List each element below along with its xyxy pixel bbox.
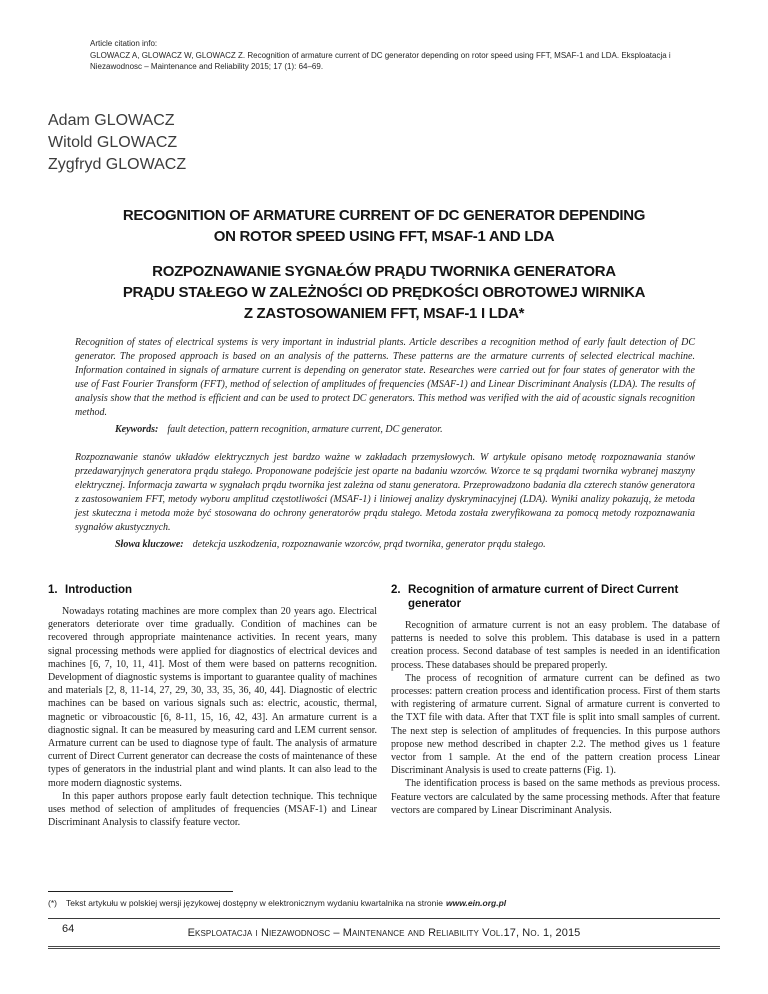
section2-paragraph-3: The identification process is based on the same methods as previous process. Feature vectors are calculated by the same processing methods. After that feature vectors are compared by Linear Discriminant Analysis. <box>391 778 720 816</box>
intro-paragraph-2: In this paper authors propose early fault detection technique. This technique uses method of selection of amplitudes of frequencies (MSAF-1) and Linear Discriminant Analysis to classify feature vector. <box>48 790 377 829</box>
slowa-kluczowe-line <box>75 538 695 552</box>
citation-info <box>90 38 704 73</box>
keywords-text: fault detection, pattern recognition, armature current, DC generator. <box>167 424 443 435</box>
abstract-english-text: Recognition of states of electrical systems is very important in industrial plants. Article describes a recognition method of early fault detection of DC generator. The proposed approach is based on an analysis of the patterns. These patterns are the armature currents of selected electrical machine. Information contained in signals of armature current is depending on generator state. Researches were carried out for four states of generator with the use of Fast Fourier Transform (FFT), method of selection of amplitudes of frequencies (MSAF-1) and Linear Discriminant Analysis (LDA). The results of analysis show that the method is efficient and can be used to protect DC generators. This method was verified with the aid of acoustic signals recognition method. <box>75 337 695 418</box>
author-list <box>48 110 186 176</box>
section-heading-introduction <box>48 583 377 597</box>
title-line: ROZPOZNAWANIE SYGNAŁÓW PRĄDU TWORNIKA GENERATORA <box>152 263 616 280</box>
slowa-kluczowe-label: Słowa kluczowe: <box>115 539 184 550</box>
column-right <box>391 583 720 829</box>
journal-title: Eksploatacja i Niezawodnosc – Maintenance and Reliability Vol.17, No. 1, 2015 <box>187 927 581 939</box>
footnote-marker: (*) <box>48 898 57 908</box>
section-number: 2. <box>391 584 401 596</box>
title-english <box>0 205 768 247</box>
author-name: Zygfryd GLOWACZ <box>48 156 187 173</box>
body-columns <box>48 583 720 829</box>
keywords-line <box>75 423 695 437</box>
author-name: Witold GLOWACZ <box>48 134 178 151</box>
page-footer <box>48 918 720 949</box>
section-number: 1. <box>48 584 58 596</box>
footnote-separator <box>48 891 233 892</box>
title-line: PRĄDU STAŁEGO W ZALEŻNOŚCI OD PRĘDKOŚCI OBROTOWEJ WIRNIKA <box>122 284 646 301</box>
footer-inner <box>48 923 720 941</box>
title-polish <box>0 261 768 324</box>
title-line: Z ZASTOSOWANIEM FFT, MSAF-1 I LDA* <box>243 305 525 322</box>
intro-paragraph-1: Nowadays rotating machines are more complex than 20 years ago. Electrical generators deteriorate over time gradually. Condition of machines can be recovered through appropriate maintenance activities. In recent years, many signal processing methods were applied for diagnostics of electrical devices and machines [6, 7, 10, 11, 41]. Most of them were based on patterns recognition. Development of diagnostic systems is important to guarantee quality of machines and materials [2, 8, 11-14, 27, 29, 30, 33, 35, 36, 40, 44]. Diagnostic of electric machines can be based on various signals such as: electric, acoustic, thermal, magnetic or vibroacoustic [6, 8-11, 15, 16, 42, 43]. An armature current is a diagnostic signal. It can be measured by measuring card and LEM current sensor. Armature current can be used to diagnose type of fault. The analysis of armature current of Direct Current generator can decrease the costs of maintenance of these types of generators in the industrial plant and wind plants. It can also lead to the more modern diagnostic systems. <box>48 606 377 789</box>
keywords-label: Keywords: <box>115 424 159 435</box>
slowa-kluczowe-text: detekcja uszkodzenia, rozpoznawanie wzorców, prąd twornika, generator prądu stałego. <box>192 539 546 550</box>
footnote-url: www.ein.org.pl <box>446 898 507 908</box>
section-heading-recognition <box>391 583 720 611</box>
title-line: ON ROTOR SPEED USING FFT, MSAF-1 AND LDA <box>213 228 555 245</box>
citation-text: GLOWACZ A, GLOWACZ W, GLOWACZ Z. Recognition of armature current of DC generator depending on rotor speed using FFT, MSAF-1 and LDA. Eksploatacja i Niezawodnosc – Maintenance and Reliability 2015; 17 (1): 64–69. <box>90 50 671 71</box>
section-title: Introduction <box>65 584 133 596</box>
abstract-english <box>75 336 695 437</box>
author-name: Adam GLOWACZ <box>48 112 175 129</box>
footnote-text: Tekst artykułu w polskiej wersji językowej dostępny w elektronicznym wydaniu kwartalnika na stronie <box>66 898 443 908</box>
column-left <box>48 583 377 829</box>
section-title: Recognition of armature current of Direct Current generator <box>408 584 679 610</box>
citation-label: Article citation info: <box>90 39 158 48</box>
footnote <box>48 897 720 909</box>
title-line: RECOGNITION OF ARMATURE CURRENT OF DC GENERATOR DEPENDING <box>122 207 646 224</box>
section2-paragraph-1: Recognition of armature current is not an easy problem. The database of patterns is needed to solve this problem. This database is used in a pattern creation process. Second database of test samples is needed in an identification process. These databases should be prepared properly. <box>391 620 720 671</box>
section2-paragraph-2: The process of recognition of armature current can be defined as two processes: pattern creation process and identification process. First of them starts with registering of armature current. Signal of armature current is converted to the TXT file with data. After that TXT file is split into small samples of current. The next step is selection of amplitudes of frequencies. In this purpose authors propose new method described in chapter 2.2. The method gives us 1 feature vector from 1 sample. At the end of the pattern creation process Linear Discriminant Analysis is used to create patterns (Fig. 1). <box>391 672 720 777</box>
abstract-polish <box>75 451 695 552</box>
footnote-body <box>66 897 506 909</box>
page-number: 64 <box>62 923 75 935</box>
abstract-polish-text: Rozpoznawanie stanów układów elektrycznych jest bardzo ważne w zakładach przemysłowych. W artykule opisano metodę rozpoznawania stanów przedawaryjnych generatora prądu stałego. Proponowane podejście jest oparte na badaniu wzorców. Wzorce te są prądami twornika wybranej maszyny elektrycznej. Informacja zawarta w sygnałach prądu twornika jest zależna od stanu generatora. Przeprowadzono badania dla czterech stanów generatora z zastosowaniem FFT, metody wyboru amplitud częstotliwości (MSAF-1) i liniowej analizy dyskryminacyjnej (LDA). Wyniki analizy pokazują, że metoda jest skuteczna i metoda może być stosowana do ochrony generatorów prądu stałego. Metoda została zweryfikowana za pomocą metody rozpoznawania sygnałów akustycznych. <box>75 452 695 533</box>
